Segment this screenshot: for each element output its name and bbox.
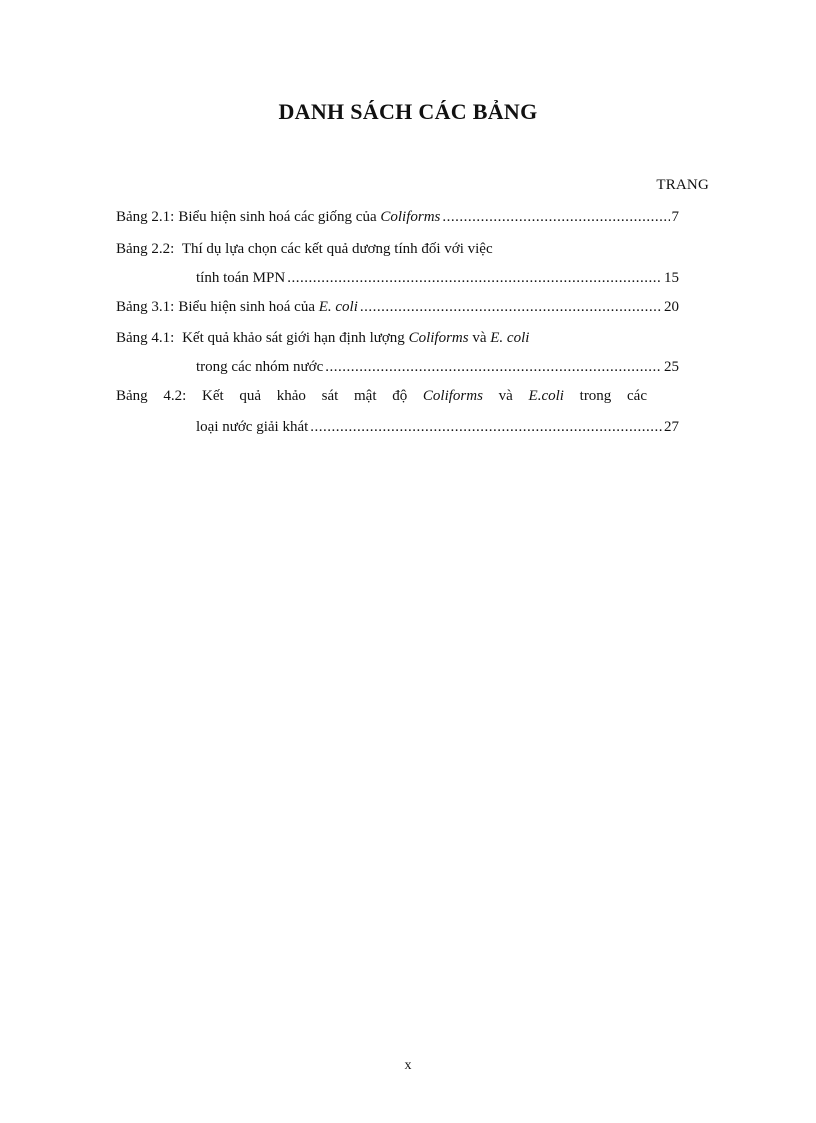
table-number: Bảng 3.1: [116,299,175,315]
dot-leader [310,417,662,437]
table-caption: Thí dụ lựa chọn các kết quả dương tính đối với việc [181,241,493,257]
table-caption: Biểu hiện sinh hoá của E. coli [178,299,358,315]
page-column-header: TRANG [656,177,709,193]
footer-page-number: x [404,1058,412,1073]
list-item[interactable] [116,328,529,348]
list-item[interactable] [116,207,679,227]
page-number: 25 [664,359,679,375]
table-number: Bảng 2.2: [116,241,175,257]
table-caption: trong các nhóm nước [196,359,324,375]
list-item-continuation[interactable] [196,357,679,377]
page-number: 27 [664,419,679,435]
dot-leader [442,207,669,227]
table-number: Bảng 2.1: [116,209,175,225]
list-item[interactable] [116,297,679,317]
dot-leader [287,268,662,288]
page-number: 7 [671,209,679,225]
table-caption: tính toán MPN [196,270,286,286]
page-title: DANH SÁCH CÁC BẢNG [278,99,538,124]
page-number: 20 [664,299,679,315]
table-number: Bảng 4.2: [116,388,187,404]
table-caption: Kết quả khảo sát mật độ Coliforms và E.coli trong các [202,388,647,404]
table-number: Bảng 4.1: [116,330,175,346]
table-caption: loại nước giải khát [196,419,309,435]
table-caption: Biểu hiện sinh hoá các giống của Coliforms [178,209,441,225]
list-item-continuation[interactable] [196,268,679,288]
list-item[interactable] [116,386,647,406]
list-item[interactable] [116,239,493,259]
list-item-continuation[interactable] [196,417,679,437]
table-caption: Kết quả khảo sát giới hạn định lượng Coliforms và E. coli [182,330,530,346]
page-number: 15 [664,270,679,286]
dot-leader [360,297,662,317]
dot-leader [325,357,662,377]
